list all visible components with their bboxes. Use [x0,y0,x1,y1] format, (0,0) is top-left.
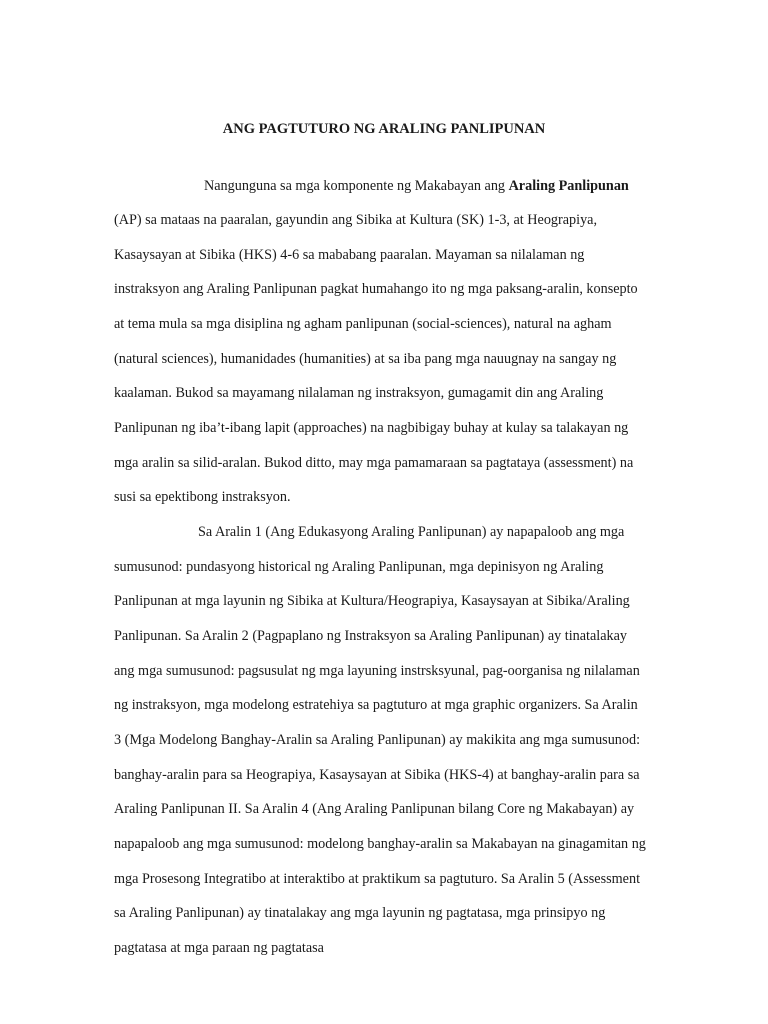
paragraph1-line: Panlipunan ng iba’t-ibang lapit (approaches) na nagbibigay buhay at kulay sa talakayan ng [114,420,629,436]
paragraph2-line: ng instraksyon, mga modelong estratehiya sa pagtuturo at mga graphic organizers. Sa Aralin [114,697,638,713]
paragraph1-line: mga aralin sa silid-aralan. Bukod ditto, may mga pamamaraan sa pagtataya (assessment) na [114,455,634,471]
paragraph2-line: napapaloob ang mga sumusunod: modelong banghay-aralin sa Makabayan na ginagamitan ng [114,836,646,852]
paragraph1-line: (natural sciences), humanidades (humanities) at sa iba pang mga nauugnay na sangay ng [114,351,617,367]
paragraph1-line: Kasaysayan at Sibika (HKS) 4-6 sa mababang paaralan. Mayaman sa nilalaman ng [114,247,585,263]
paragraph1-line: at tema mula sa mga disiplina ng agham panlipunan (social-sciences), natural na agham [114,316,612,332]
paragraph1-line-1 [204,177,629,195]
paragraph1-line: susi sa epektibong instraksyon. [114,489,291,505]
paragraph2-line: mga Prosesong Integratibo at interaktibo at praktikum sa pagtuturo. Sa Aralin 5 (Assessment [114,871,641,887]
paragraph2-line: Araling Panlipunan II. Sa Aralin 4 (Ang Araling Panlipunan bilang Core ng Makabayan) ay [114,801,635,817]
document-title: ANG PAGTUTURO NG ARALING PANLIPUNAN [222,121,546,137]
paragraph1-line: instraksyon ang Araling Panlipunan pagkat humahango ito ng mga paksang-aralin, konsepto [114,281,638,297]
paragraph2-line: Panlipunan. Sa Aralin 2 (Pagpaplano ng Instraksyon sa Araling Panlipunan) ay tinatalakay [114,628,628,644]
paragraph2-line: ang mga sumusunod: pagsusulat ng mga layuning instrsksyunal, pag-oorganisa ng nilalaman [114,663,640,679]
paragraph2-line: 3 (Mga Modelong Banghay-Aralin sa Araling Panlipunan) ay makikita ang mga sumusunod: [114,732,641,748]
paragraph2-line: banghay-aralin para sa Heograpiya, Kasaysayan at Sibika (HKS-4) at banghay-aralin para sa [114,767,640,783]
paragraph2-line: Panlipunan at mga layunin ng Sibika at Kultura/Heograpiya, Kasaysayan at Sibika/Araling [114,593,630,609]
paragraph2-line: sumusunod: pundasyong historical ng Araling Panlipunan, mga depinisyon ng Araling [114,559,604,575]
paragraph1-line: kaalaman. Bukod sa mayamang nilalaman ng instraksyon, gumagamit din ang Araling [114,385,604,401]
paragraph1-lead-text: Nangunguna sa mga komponente ng Makabayan ang [204,178,509,194]
paragraph2-line-1: Sa Aralin 1 (Ang Edukasyong Araling Panlipunan) ay napapaloob ang mga [198,524,625,540]
paragraph1-bold-term: Araling Panlipunan [508,178,629,194]
paragraph1-line: (AP) sa mataas na paaralan, gayundin ang Sibika at Kultura (SK) 1-3, at Heograpiya, [114,212,598,228]
paragraph2-line: sa Araling Panlipunan) ay tinatalakay ang mga layunin ng pagtatasa, mga prinsipyo ng [114,905,606,921]
paragraph2-line: pagtatasa at mga paraan ng pagtatasa [114,940,324,956]
